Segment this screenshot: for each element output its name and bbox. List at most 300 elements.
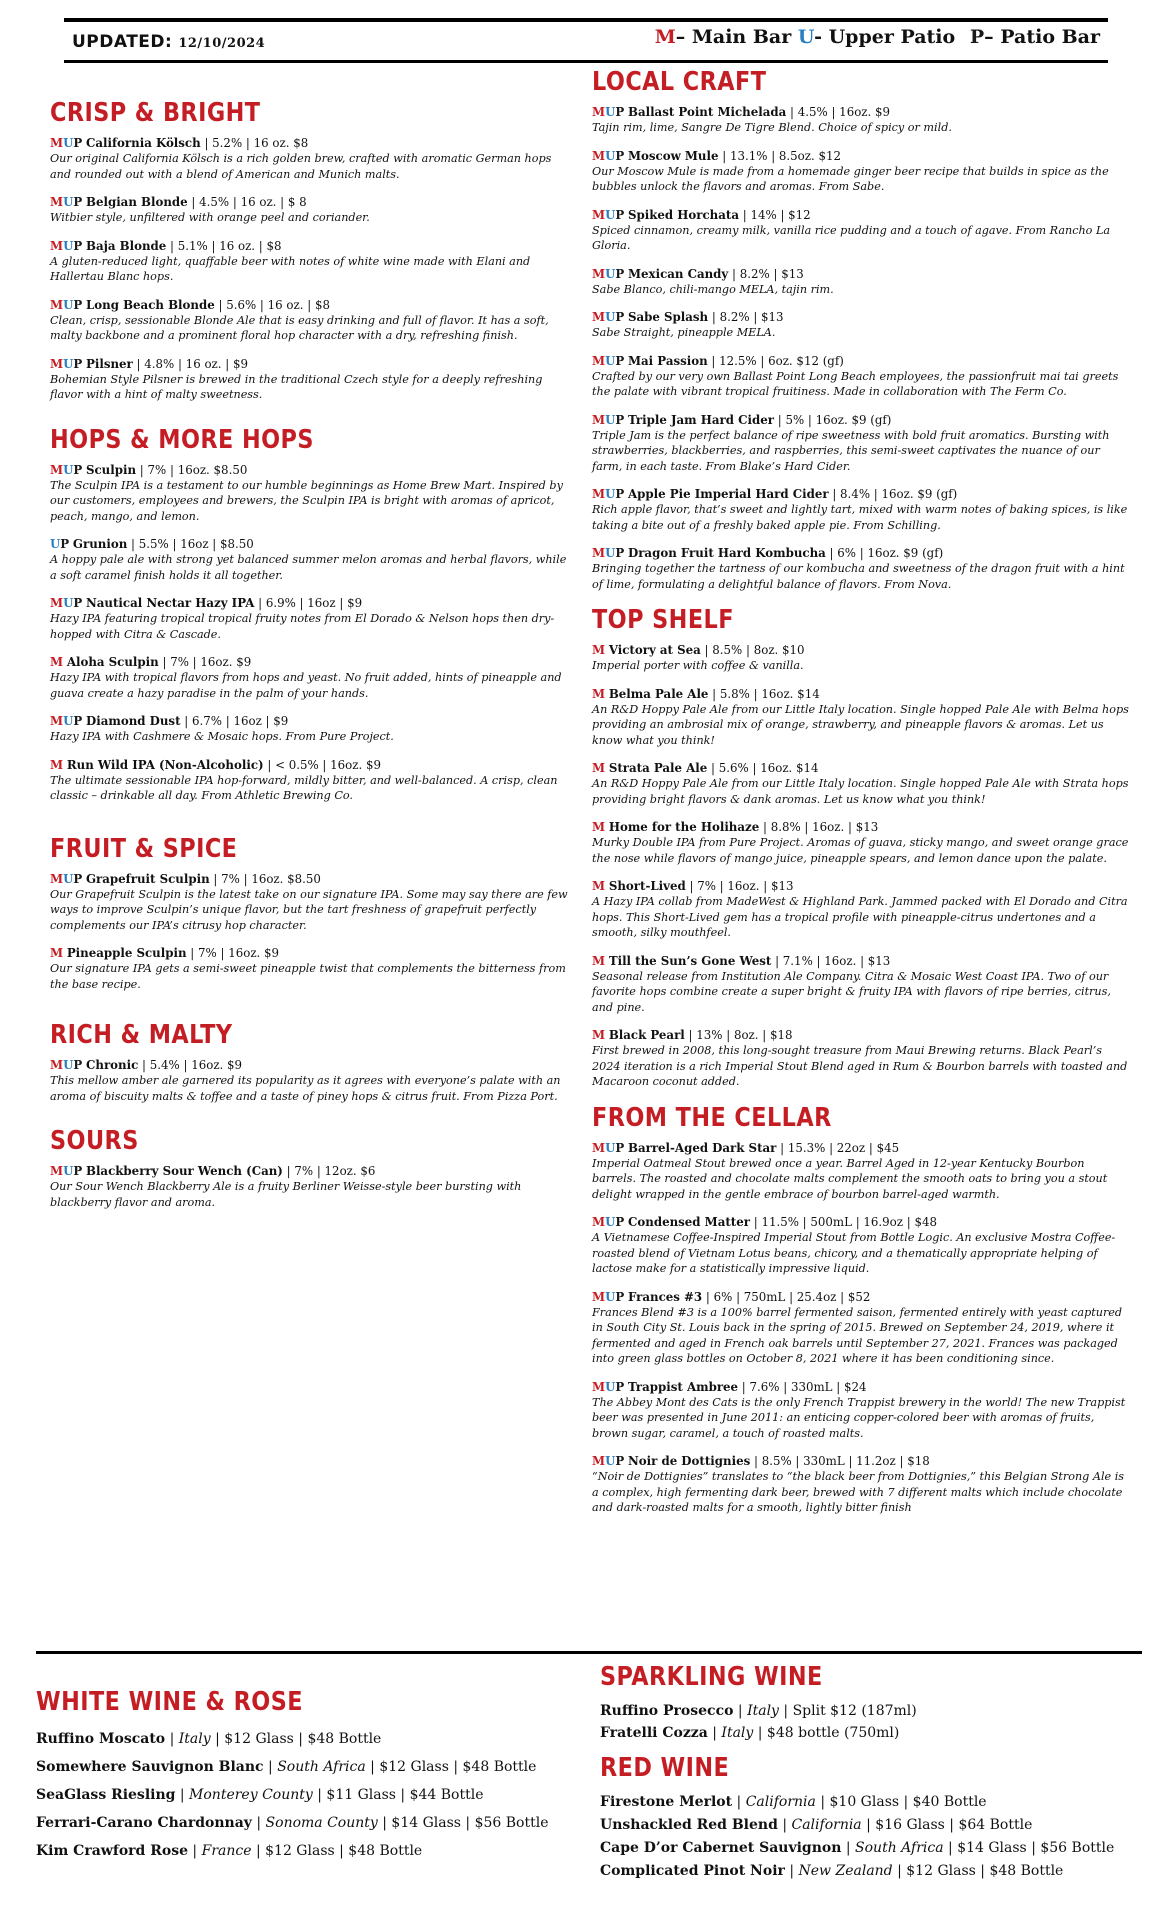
header-bottom-rule [64,60,1108,63]
item-header [592,208,1130,223]
item-description: The Abbey Mont des Cats is the only French Trappist brewery in the world! The new Trappist beer was presented in June 2011: an enticing copper-colored beer with aromas of fruits, brown sugar, caramel, a touch of roasted malts. [592,1395,1126,1440]
item-name: Short-Lived [608,879,686,893]
updated-stamp [72,32,265,52]
item-details: | 15.3% | 22oz | $45 [776,1140,900,1155]
main-bar-code: M [50,871,64,886]
wine-name: Fratelli Cozza [600,1725,708,1741]
upper-patio-code: U [63,238,74,253]
main-bar-code: M [50,195,64,209]
patio-bar-code: P [73,297,83,312]
wine-row: Cape D’or Cabernet Sauvignon | South Africa | $14 Glass | $56 Bottle [600,1840,1115,1856]
item-header [50,655,568,670]
upper-patio-code: U [605,412,616,427]
upper-patio-code: U [605,1454,616,1468]
item-header [592,1028,1130,1043]
item-name: Mexican Candy [627,266,729,281]
section-title: TOP SHELF [592,605,734,635]
section-title: HOPS & MORE HOPS [50,424,314,455]
upper-patio-code: U [605,1215,616,1229]
main-bar-code: M [592,1140,606,1155]
item-description: “Noir de Dottignies” translates to “the black beer from Dottignies,” this Belgian Strong Ale is a complex, high fermenting dark beer, brewed with 7 different malts which include chocolate and dark-roasted malts for a smooth, lightly bitter finish [592,1470,1125,1514]
legend-main-text: – Main Bar [675,26,798,48]
item-header [592,1290,1130,1305]
section-title: RED WINE [600,1753,730,1783]
item-details: | 7% | 16oz. $8.50 [136,462,248,477]
upper-patio-code: U [605,1289,616,1304]
patio-bar-code: P [73,238,83,253]
item-description: Tajin rim, lime, Sangre De Tigre Blend. Choice of spicy or mild. [592,121,952,134]
item-details: | 4.8% | 16 oz. | $9 [132,356,248,371]
main-bar-code: M [592,1289,606,1304]
item-description: An R&D Hoppy Pale Ale from our Little Italy location. Single hopped Pale Ale with Strata hops providing bright flavors & dank aromas. Let us know what you think! [592,777,1129,806]
wine-origin: Italy [721,1725,754,1741]
item-details: | 4.5% | 16oz. $9 [786,105,891,119]
patio-bar-code: P [615,546,625,560]
wine-price: | $14 Glass | $56 Bottle [943,1840,1115,1856]
main-bar-code: M [592,207,606,222]
menu-item [592,105,1130,136]
patio-bar-code: P [615,353,625,368]
patio-bar-code: P [615,1215,625,1229]
main-bar-code: M [592,879,606,893]
item-details: | 12.5% | 6oz. $12 (gf) [707,353,844,368]
patio-bar-code: P [73,596,83,610]
item-description: Rich apple flavor, that’s sweet and lightly tart, mixed with warm notes of baking spices, is like taking a bite out of a freshly baked apple pie. From Schilling. [592,503,1128,532]
item-header [50,758,568,773]
item-details: | 7% | 16oz. $8.50 [209,871,321,886]
item-header [592,487,1130,502]
wine-name: Cape D’or Cabernet Sauvignon [600,1840,842,1856]
main-bar-code: M [592,686,606,701]
item-name: Dragon Fruit Hard Kombucha [627,546,826,560]
wine-divider-rule [36,1651,1142,1654]
wine-origin: New Zealand [798,1863,893,1879]
main-bar-code: M [50,714,64,728]
upper-patio-code: U [63,714,74,728]
item-name: Nautical Nectar Hazy IPA [85,596,255,610]
item-details: | 5.5% | 16oz | $8.50 [127,537,254,551]
item-name: Victory at Sea [608,643,701,657]
menu-item [592,1028,1130,1090]
item-description: An R&D Hoppy Pale Ale from our Little Italy location. Single hopped Pale Ale with Belma hops providing an ambrosial mix of orange, strawberry, and pineapple flavors & aromas. Let us know what you think! [592,702,1129,747]
patio-bar-code: P [73,136,83,150]
item-header [50,872,568,887]
item-name: Frances #3 [627,1289,703,1304]
menu-item [592,1290,1130,1367]
menu-item [592,413,1130,475]
item-name: Belgian Blonde [85,195,188,209]
item-header [592,267,1130,282]
item-details: | 11.5% | 500mL | 16.9oz | $48 [749,1215,937,1229]
item-details: | 6% | 750mL | 25.4oz | $52 [702,1289,871,1304]
item-header [592,820,1130,835]
item-description: A Vietnamese Coffee-Inspired Imperial Stout from Bottle Logic. An exclusive Mostra Coffee-roasted blend of Vietnam Lotus beans, chicory, and a thematically appropriate helping of lactose make for a statistically impressive liquid. [592,1231,1116,1275]
upper-patio-code: U [63,462,74,477]
item-name: Belma Pale Ale [608,686,709,701]
upper-patio-code: U [63,356,74,371]
legend-upper-text: - Upper Patio [814,26,962,48]
item-name: Spiked Horchata [627,207,739,222]
patio-bar-code: P [73,195,83,209]
patio-bar-code: P [615,487,625,501]
item-name: Blackberry Sour Wench (Can) [85,1164,283,1178]
upper-patio-code: U [605,207,616,222]
main-bar-code: M [592,353,606,368]
item-name: Pineapple Sculpin [66,946,187,960]
item-description: A Hazy IPA collab from MadeWest & Highland Park. Jammed packed with El Dorado and Citra hops. This Short-Lived gem has a tropical profile with pineapple-citrus undertones and a smooth, silky mouthfeel. [592,895,1128,939]
item-description: Imperial porter with coffee & vanilla. [592,659,804,672]
wine-price: | $12 Glass | $48 Bottle [365,1759,537,1775]
menu-item [50,714,568,745]
menu-item [50,758,568,804]
wine-origin: California [745,1794,816,1810]
wine-row: Fratelli Cozza | Italy | $48 bottle (750ml) [600,1725,900,1741]
item-header [592,546,1130,561]
main-bar-code: M [592,1454,606,1468]
item-description: First brewed in 2008, this long-sought treasure from Maui Brewing returns. Black Pearl’s 2024 iteration is a rich Imperial Stout Blend aged in Rum & Bourbon barrels with toasted and Macaroon coconut added. [592,1044,1128,1088]
section-title: SOURS [50,1126,139,1156]
section-title: RICH & MALTY [50,1020,233,1050]
item-name: Sculpin [85,462,137,477]
wine-name: Unshackled Red Blend [600,1817,778,1833]
item-name: Aloha Sculpin [66,655,159,669]
item-details: | 5.6% | 16 oz. | $8 [214,297,330,312]
item-name: Grunion [72,537,128,551]
item-header [592,879,1130,894]
wine-row: Ruffino Moscato | Italy | $12 Glass | $48 Bottle [36,1731,382,1747]
item-details: | 5% | 16oz. $9 (gf) [773,412,892,427]
patio-bar-code: P [615,105,625,119]
menu-item [50,1058,568,1104]
wine-price: | $14 Glass | $56 Bottle [377,1815,549,1831]
section-title: WHITE WINE & ROSE [36,1687,303,1717]
upper-patio-code: U [63,871,74,886]
menu-item [50,946,568,992]
item-header [50,714,568,729]
item-description: Bohemian Style Pilsner is brewed in the traditional Czech style for a deeply refreshing flavor with a hint of malty sweetness. [50,372,543,401]
patio-bar-code: P [615,266,625,281]
menu-item [592,879,1130,941]
main-bar-code: M [50,655,64,669]
bar-location-legend [655,26,1100,48]
menu-item [592,149,1130,195]
patio-bar-code: P [73,462,83,477]
item-name: Apple Pie Imperial Hard Cider [627,487,829,501]
item-name: Black Pearl [608,1028,685,1042]
upper-patio-code: U [63,1164,74,1178]
item-header [50,298,568,313]
patio-bar-code: P [615,1140,625,1155]
menu-item [50,239,568,285]
wine-name: Firestone Merlot [600,1794,733,1810]
upper-patio-code: U [605,105,616,119]
menu-item [592,1454,1130,1516]
patio-bar-code: P [615,310,625,324]
main-bar-code: M [50,596,64,610]
updated-date: 12/10/2024 [178,36,266,51]
section-title: FROM THE CELLAR [592,1102,832,1133]
upper-patio-code: U [63,596,74,610]
main-bar-code: M [592,487,606,501]
wine-price: | $12 Glass | $48 Bottle [892,1863,1064,1879]
menu-section [592,67,1130,592]
item-name: Chronic [85,1058,139,1072]
item-details: | 6.7% | 16oz | $9 [180,714,289,728]
menu-item [50,537,568,583]
item-name: Strata Pale Ale [608,761,708,775]
main-bar-code: M [50,297,64,312]
item-description: Crafted by our very own Ballast Point Long Beach employees, the passionfruit mai tai greets the palate with vibrant tropical fruitiness. Made in collaboration with The Ferm Co. [592,369,1119,398]
menu-item [592,487,1130,533]
section-title: FRUIT & SPICE [50,833,238,864]
item-description: A gluten-reduced light, quaffable beer with notes of white wine made with Elani and Hallertau Blanc hops. [50,254,531,283]
item-details: | 7.6% | 330mL | $24 [738,1379,867,1394]
main-bar-code: M [50,356,64,371]
item-name: Moscow Mule [627,148,719,163]
menu-item [50,195,568,226]
main-bar-code: M [50,136,64,150]
wine-price: | $12 Glass | $48 Bottle [251,1843,423,1859]
item-header [592,105,1130,120]
wine-name: SeaGlass Riesling [36,1787,176,1803]
item-details: | 7% | 16oz. $9 [158,655,252,669]
item-name: Trappist Ambree [627,1379,739,1394]
wine-row: Somewhere Sauvignon Blanc | South Africa | $12 Glass | $48 Bottle [36,1759,537,1775]
main-bar-code: M [592,310,606,324]
menu-section [592,1103,1130,1516]
upper-patio-code: U [605,1379,616,1394]
patio-bar-code: P [615,1454,625,1468]
item-details: | 7.1% | 16oz. | $13 [771,953,891,968]
right-menu-column [592,67,1130,1529]
legend-main-code: M [654,26,676,48]
item-header [592,954,1130,969]
menu-item [50,655,568,701]
item-header [592,310,1130,325]
wine-origin: South Africa [277,1759,366,1775]
white-wine-section [36,1687,596,1865]
menu-item [592,1141,1130,1203]
main-bar-code: M [592,820,606,834]
item-header [50,195,568,210]
sparkling-wine-list [600,1700,1140,1744]
item-header [592,413,1130,428]
upper-patio-code: U [605,310,616,324]
patio-bar-code: P [615,1379,625,1394]
menu-item [592,643,1130,674]
main-bar-code: M [592,761,606,775]
item-details: | 13.1% | 8.5oz. $12 [718,148,842,163]
menu-section [50,98,568,403]
wine-name: Ruffino Prosecco [600,1703,734,1719]
item-details: | 5.6% | 16oz. $14 [707,761,819,775]
upper-patio-code: U [605,546,616,560]
item-description: Our Sour Wench Blackberry Ale is a fruity Berliner Weisse-style beer bursting with blackberry flavor and aroma. [50,1180,522,1209]
menu-section [50,425,568,804]
item-header [50,537,568,552]
menu-section [50,834,568,993]
item-description: Seasonal release from Institution Ale Company. Citra & Mosaic West Coast IPA. Two of our favorite hops combine create a super bright & fruity IPA with flavors of ripe berries, citrus, and pine. [592,969,1111,1014]
menu-item [50,298,568,344]
item-description: This mellow amber ale garnered its popularity as it agrees with everyone’s palate with an aroma of biscuity malts & toffee and a taste of piney hops & citrus fruit. From Pizza Port. [50,1074,561,1103]
item-description: Sabe Straight, pineapple MELA. [592,326,776,339]
item-description: Hazy IPA featuring tropical tropical fruity notes from El Dorado & Nelson hops then dry-hopped with Citra & Cascade. [50,612,555,641]
wine-name: Somewhere Sauvignon Blanc [36,1759,264,1775]
wine-price: | $11 Glass | $44 Bottle [312,1787,484,1803]
patio-bar-code: P [73,1164,83,1178]
patio-bar-code: P [60,537,70,551]
main-bar-code: M [50,238,64,253]
wine-origin: California [791,1817,862,1833]
main-bar-code: M [592,1379,606,1394]
wine-price: | $12 Glass | $48 Bottle [210,1731,382,1747]
menu-item [50,136,568,182]
main-bar-code: M [50,757,64,772]
legend-upper-code: U [797,26,815,48]
item-details: | 14% | $12 [739,207,811,222]
item-name: Long Beach Blonde [85,297,215,312]
item-name: Barrel-Aged Dark Star [627,1140,777,1155]
item-name: Sabe Splash [627,310,709,324]
top-rule [64,18,1108,22]
upper-patio-code: U [63,1058,74,1072]
item-details: | 8.2% | $13 [708,310,784,324]
item-details: | 5.1% | 16 oz. | $8 [166,238,282,253]
item-header [592,687,1130,702]
updated-label: UPDATED: [72,32,173,52]
item-description: Hazy IPA with Cashmere & Mosaic hops. From Pure Project. [50,730,394,743]
main-bar-code: M [592,546,606,560]
menu-item [592,1215,1130,1277]
item-header [50,946,568,961]
upper-patio-code: U [605,266,616,281]
item-header [592,149,1130,164]
item-details: | 7% | 16oz. | $13 [685,879,794,893]
item-description: Triple Jam is the perfect balance of ripe sweetness with bold fruit aromatics. Bursting with strawberries, blackberries, and raspberries, this semi-sweet captivates the nuance of our farm, in each taste. From Blake’s Hard Cider. [592,428,1110,473]
item-details: | 8.8% | 16oz. | $13 [759,820,879,834]
main-bar-code: M [592,105,606,119]
main-bar-code: M [592,412,606,427]
item-header [50,136,568,151]
section-title: LOCAL CRAFT [592,67,767,97]
item-description: Our original California Kölsch is a rich golden brew, crafted with aromatic German hops and rounded out with a blend of American and Munich malts. [50,152,552,181]
item-header [592,1380,1130,1395]
item-description: Clean, crisp, sessionable Blonde Ale that is easy drinking and full of flavor. It has a soft, malty backbone and a prominent floral hop character with a dry, refreshing finish. [50,313,549,342]
item-details: | 8.5% | 8oz. $10 [700,643,805,657]
menu-item [592,954,1130,1016]
item-header [592,1141,1130,1156]
upper-patio-code: U [605,1140,616,1155]
menu-item [592,310,1130,341]
wine-origin: Monterey County [189,1787,313,1803]
wine-row: Ruffino Prosecco | Italy | Split $12 (187ml) [600,1703,917,1719]
item-details: | 6.9% | 16oz | $9 [254,596,363,610]
item-header [592,354,1130,369]
left-menu-column [50,98,568,1223]
item-header [592,1215,1130,1230]
menu-item [50,872,568,934]
wine-price: | $10 Glass | $40 Bottle [815,1794,987,1810]
main-bar-code: M [592,148,606,163]
item-description: A hoppy pale ale with strong yet balanced summer melon aromas and herbal flavors, while a soft caramel finish holds it all together. [50,553,567,582]
item-description: The Sculpin IPA is a testament to our humble beginnings as Home Brew Mart. Inspired by our customers, employees and brewers, the Sculpin IPA is bright with aromas of apricot, peach, mango, and lemon. [50,478,563,523]
wine-name: Complicated Pinot Noir [600,1863,785,1879]
item-header [50,596,568,611]
sparkling-wine-section [600,1662,1140,1744]
item-name: Mai Passion [627,353,708,368]
section-title: CRISP & BRIGHT [50,98,261,128]
menu-item [592,267,1130,298]
wine-row: Ferrari-Carano Chardonnay | Sonoma County | $14 Glass | $56 Bottle [36,1815,549,1831]
item-name: Grapefruit Sculpin [85,871,210,886]
menu-item [592,208,1130,254]
wine-row: SeaGlass Riesling | Monterey County | $11 Glass | $44 Bottle [36,1787,484,1803]
patio-bar-code: P [73,714,83,728]
item-description: Imperial Oatmeal Stout brewed once a year. Barrel Aged in 12-year Kentucky Bourbon barrels. The roasted and chocolate malts complement the smooth oats to bring you a stout delight wrapped in the gentle embrace of bourbon barrel-aged warmth. [592,1156,1108,1201]
wine-origin: Italy [747,1703,779,1719]
menu-section [50,1020,568,1104]
wine-row: Kim Crawford Rose | France | $12 Glass | $48 Bottle [36,1843,423,1859]
item-details: | 6% | 16oz. $9 (gf) [825,546,944,560]
upper-patio-code: U [63,136,74,150]
wine-name: Ferrari-Carano Chardonnay [36,1815,252,1831]
item-header [50,463,568,478]
item-description: Frances Blend #3 is a 100% barrel fermented saison, fermented entirely with yeast captured in South City St. Louis back in the spring of 2015. Brewed on September 24, 2019, where it fermented and aged in French oak barrels until September 27, 2021. Frances was packaged into green glass bottles on October 8, 2021 where it has been conditioning since. [592,1305,1123,1365]
menu-item [592,687,1130,749]
item-details: | 7% | 12oz. $6 [282,1164,376,1178]
wine-row: Unshackled Red Blend | California | $16 Glass | $64 Bottle [600,1817,1033,1833]
item-name: Run Wild IPA (Non-Alcoholic) [66,757,264,772]
patio-bar-code: P [73,871,83,886]
red-wine-list [600,1791,1140,1883]
menu-item [50,596,568,642]
item-name: Till the Sun’s Gone West [608,953,772,968]
item-name: Triple Jam Hard Cider [627,412,774,427]
item-description: Bringing together the tartness of our kombucha and sweetness of the dragon fruit with a hint of lime, formulating a delightful balance of flavors. From Nova. [592,562,1125,591]
patio-bar-code: P [615,148,625,163]
red-wine-section [600,1753,1140,1883]
wine-origin: Sonoma County [265,1815,378,1831]
upper-patio-code: U [63,195,74,209]
upper-patio-code: U [605,487,616,501]
item-name: California Kölsch [85,136,201,150]
item-description: Our Grapefruit Sculpin is the latest take on our signature IPA. Some may say there are few ways to improve Sculpin’s unique flavor, but the tart freshness of grapefruit perfectly complements our IPA’s citrusy hop character. [50,887,568,932]
item-name: Noir de Dottignies [627,1454,751,1468]
item-header [50,239,568,254]
patio-bar-code: P [73,356,83,371]
item-header [592,1454,1130,1469]
item-header [50,357,568,372]
item-name: Condensed Matter [627,1215,750,1229]
wine-origin: South Africa [855,1840,944,1856]
item-description: Spiced cinnamon, creamy milk, vanilla rice pudding and a touch of agave. From Rancho La Gloria. [592,223,1111,252]
menu-item [50,1164,568,1210]
item-description: Hazy IPA with tropical flavors from hops and yeast. No fruit added, hints of pineapple and guava create a hazy paradise in the palm of your hands. [50,671,562,700]
patio-bar-code: P [615,412,625,427]
white-wine-list [36,1725,596,1865]
main-bar-code: M [50,1164,64,1178]
item-details: | < 0.5% | 16oz. $9 [263,757,381,772]
item-description: Sabe Blanco, chili-mango MELA, tajin rim. [592,282,834,296]
main-bar-code: M [50,462,64,477]
menu-item [592,820,1130,866]
item-details: | 8.2% | $13 [728,266,804,281]
item-name: Baja Blonde [85,238,167,253]
wine-name: Kim Crawford Rose [36,1843,188,1859]
upper-patio-code: U [605,353,616,368]
menu-item [592,354,1130,400]
main-bar-code: M [592,1215,606,1229]
